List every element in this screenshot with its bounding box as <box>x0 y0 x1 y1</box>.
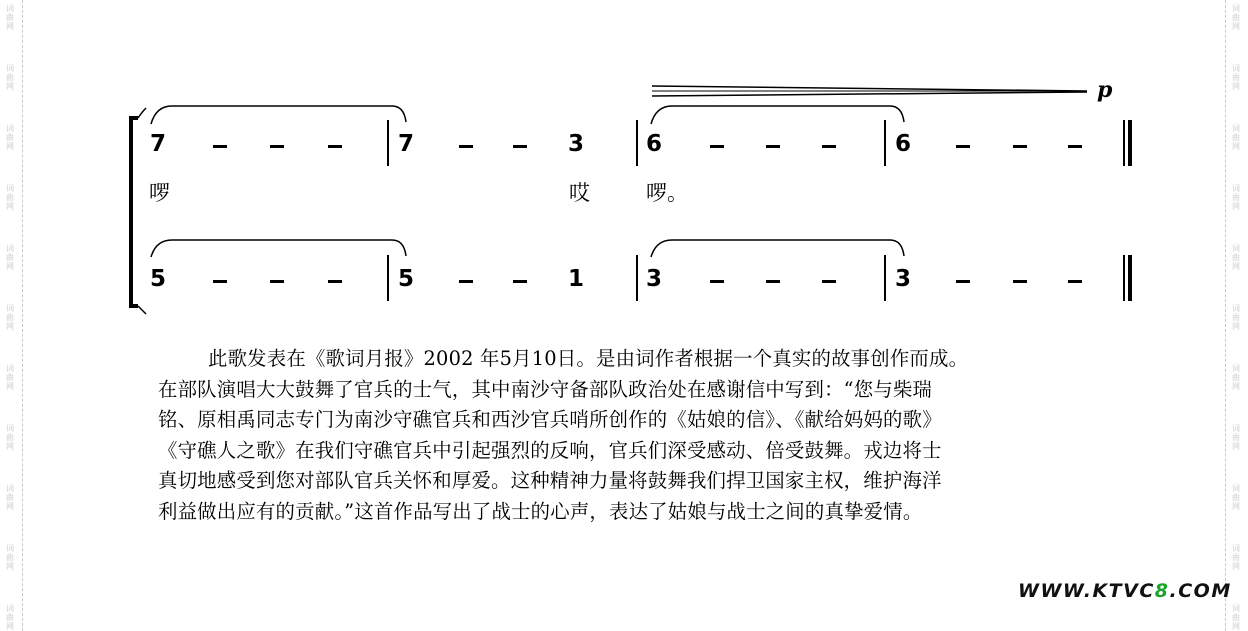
extension-dash <box>270 280 284 283</box>
note: 5 <box>150 266 167 292</box>
extension-dash <box>1068 280 1082 283</box>
watermark-glyphs: 词 曲 网 <box>1232 304 1240 331</box>
watermark-glyphs: 词 曲 网 <box>6 364 14 391</box>
note: 6 <box>646 131 663 157</box>
note: 3 <box>895 266 912 292</box>
lyric: 哎 <box>569 181 590 205</box>
extension-dash <box>822 280 836 283</box>
extension-dash <box>513 145 527 148</box>
extension-dash <box>328 145 342 148</box>
extension-dash <box>513 280 527 283</box>
note: 7 <box>398 131 415 157</box>
watermark-glyphs: 词 曲 网 <box>6 604 14 631</box>
extension-dash <box>213 145 227 148</box>
dynamic-marking: p <box>1097 77 1113 103</box>
paragraph-line: 此歌发表在《歌词月报》2002 年5月10日。是由词作者根据一个真实的故事创作而成。 <box>208 347 969 370</box>
watermark-glyphs: 词 曲 网 <box>1232 124 1240 151</box>
extension-dash <box>459 280 473 283</box>
watermark-glyphs: 词 曲 网 <box>1232 604 1240 631</box>
lyric: 啰 <box>149 181 170 205</box>
watermark-glyphs: 词 曲 网 <box>6 4 14 31</box>
extension-dash <box>270 145 284 148</box>
song-description <box>158 344 1118 528</box>
watermark-glyphs: 词 曲 网 <box>6 244 14 271</box>
note: 6 <box>895 131 912 157</box>
extension-dash <box>1013 280 1027 283</box>
site-watermark: WWW.KTVC8.COM <box>1018 580 1232 602</box>
extension-dash <box>822 145 836 148</box>
system-bracket <box>131 118 138 306</box>
paragraph-line: 真切地感受到您对部队官兵关怀和厚爱。这种精神力量将鼓舞我们捍卫国家主权，维护海洋 <box>158 469 942 493</box>
watermark-glyphs: 词 曲 网 <box>1232 424 1240 451</box>
watermark-glyphs: 词 曲 网 <box>1232 184 1240 211</box>
extension-dash <box>328 280 342 283</box>
note: 3 <box>568 131 585 157</box>
extension-dash <box>710 145 724 148</box>
watermark-glyphs: 词 曲 网 <box>6 484 14 511</box>
extension-dash <box>1068 145 1082 148</box>
paragraph-line: 《守礁人之歌》在我们守礁官兵中引起强烈的反响，官兵们深受感动、倍受鼓舞。戎边将士 <box>158 438 942 462</box>
note: 1 <box>568 266 585 292</box>
watermark-glyphs: 词 曲 网 <box>1232 4 1240 31</box>
tie-slur <box>651 240 904 257</box>
watermark-glyphs: 词 曲 网 <box>6 424 14 451</box>
tie-slur <box>651 106 904 124</box>
paragraph-line: 利益做出应有的贡献。”这首作品写出了战士的心声，表达了姑娘与战士之间的真挚爱情。 <box>158 499 923 523</box>
diminuendo-hairpin <box>652 86 1087 91</box>
lyric: 啰。 <box>646 181 688 205</box>
paragraph-line: 铭、原相禹同志专门为南沙守礁官兵和西沙官兵哨所创作的《姑娘的信》、《献给妈妈的歌》 <box>158 408 942 432</box>
watermark-glyphs: 词 曲 网 <box>6 304 14 331</box>
watermark-glyphs: 词 曲 网 <box>1232 64 1240 91</box>
extension-dash <box>1013 145 1027 148</box>
extension-dash <box>956 280 970 283</box>
watermark-glyphs: 词 曲 网 <box>6 544 14 571</box>
note: 7 <box>150 131 167 157</box>
tie-slur <box>151 240 406 257</box>
extension-dash <box>766 145 780 148</box>
watermark-glyphs: 词 曲 网 <box>1232 364 1240 391</box>
watermark-glyphs: 词 曲 网 <box>6 184 14 211</box>
extension-dash <box>956 145 970 148</box>
watermark-glyphs: 词 曲 网 <box>1232 484 1240 511</box>
note: 5 <box>398 266 415 292</box>
extension-dash <box>710 280 724 283</box>
extension-dash <box>459 145 473 148</box>
watermark-glyphs: 词 曲 网 <box>1232 244 1240 271</box>
watermark-glyphs: 词 曲 网 <box>6 124 14 151</box>
extension-dash <box>213 280 227 283</box>
tie-slur <box>151 106 406 124</box>
paragraph-line: 在部队演唱大大鼓舞了官兵的士气，其中南沙守备部队政治处在感谢信中写到：“您与柴瑞 <box>158 377 933 401</box>
note: 3 <box>646 266 663 292</box>
watermark-glyphs: 词 曲 网 <box>6 64 14 91</box>
extension-dash <box>766 280 780 283</box>
watermark-glyphs: 词 曲 网 <box>1232 544 1240 571</box>
